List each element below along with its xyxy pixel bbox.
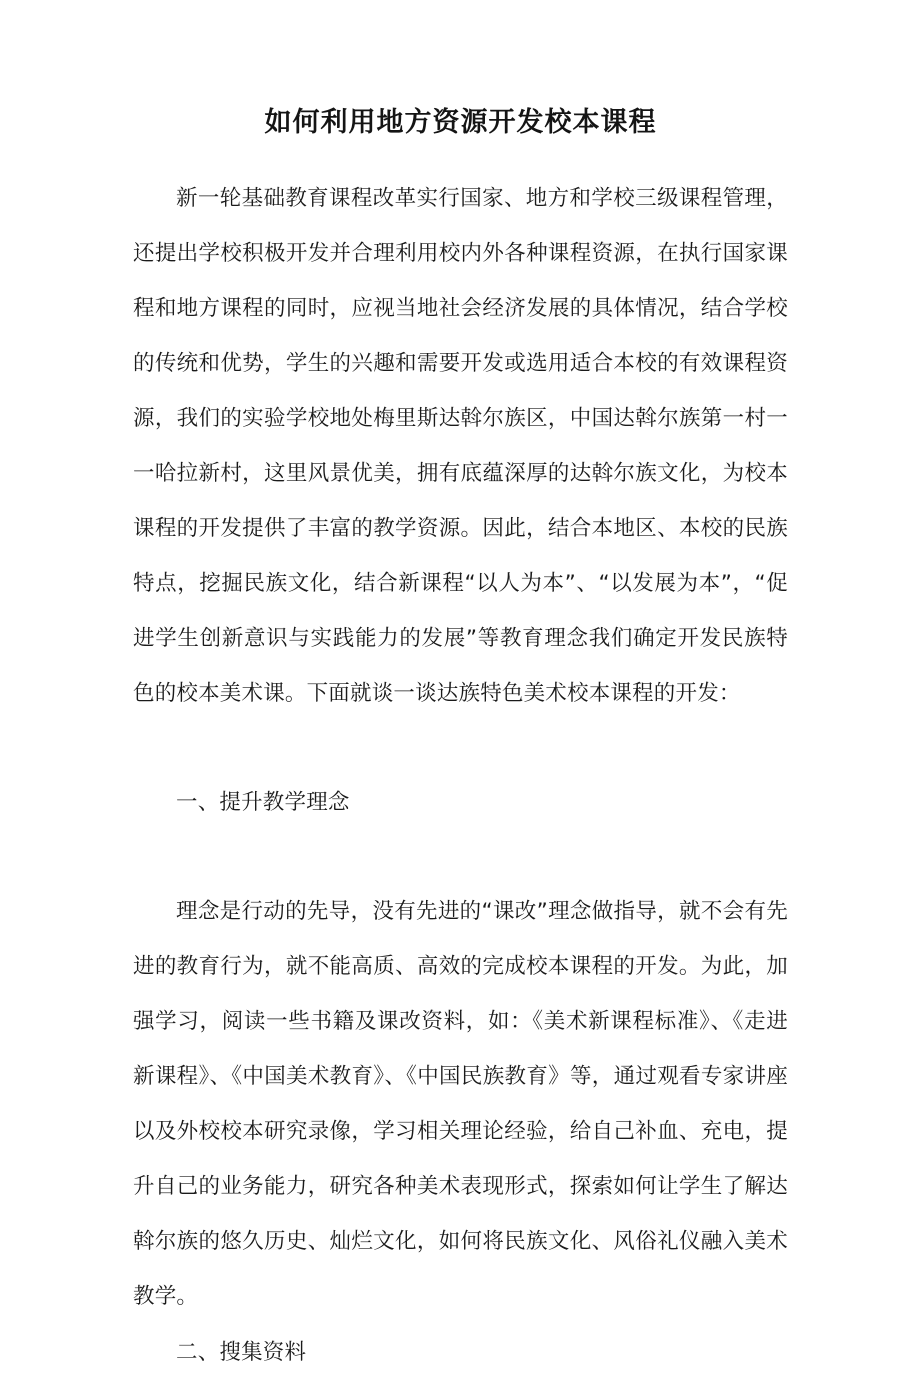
document-body: [133, 0, 788, 1380]
paragraph-intro: 新一轮基础教育课程改革实行国家、地方和学校三级课程管理，还提出学校积极开发并合理利用校内外各种课程资源，在执行国家课程和地方课程的同时，应视当地社会经济发展的具体情况，结合学校的传统和优势，学生的兴趣和需要开发或选用适合本校的有效课程资源，我们的实验学校地处梅里斯达斡尔族区，中国达斡尔族第一村一一哈拉新村，这里风景优美，拥有底蕴深厚的达斡尔族文化，为校本课程的开发提供了丰富的教学资源。因此，结合本地区、本校的民族特点，挖掘民族文化，结合新课程“以人为本”、“以发展为本”，“促进学生创新意识与实践能力的发展”等教育理念我们确定开发民族特色的校本美术课。下面就谈一谈达族特色美术校本课程的开发：: [133, 186, 788, 706]
section-heading-1: 一、提升教学理念: [176, 790, 350, 815]
section-heading-2: 二、搜集资料: [176, 1340, 307, 1365]
spacer-after-heading-1: [133, 830, 788, 884]
page-title: 如何利用地方资源开发校本课程: [264, 107, 657, 138]
paragraph-section-1-body: 理念是行动的先导，没有先进的“课改”理念做指导，就不会有先进的教育行为，就不能高质、高效的完成校本课程的开发。为此，加强学习，阅读一些书籍及课改资料，如：《美术新课程标准》、《走进新课程》、《中国美术教育》、《中国民族教育》等，通过观看专家讲座以及外校校本研究录像，学习相关理论经验，给自己补血、充电，提升自己的业务能力，研究各种美术表现形式，探索如何让学生了解达斡尔族的悠久历史、灿烂文化，如何将民族文化、风俗礼仪融入美术教学。: [133, 899, 788, 1309]
spacer-after-intro: [133, 721, 788, 775]
